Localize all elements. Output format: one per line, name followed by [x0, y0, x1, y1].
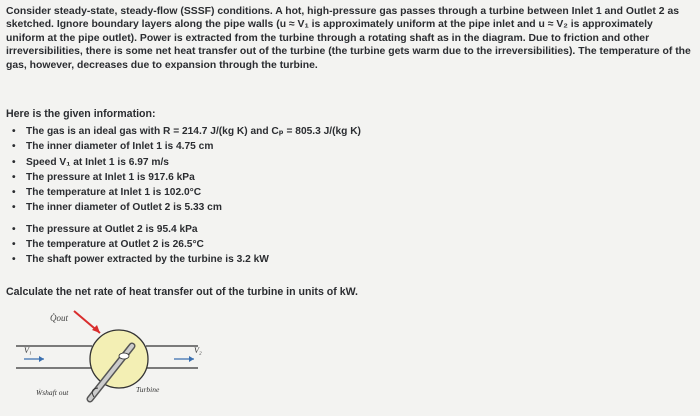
outlet-arrowhead-icon — [189, 356, 194, 362]
given-info-list — [12, 124, 361, 268]
bullet-icon: • — [12, 239, 16, 251]
outlet-velocity-label: V₂ — [194, 346, 202, 355]
inlet-arrowhead-icon — [39, 356, 44, 362]
list-item: • The temperature at Outlet 2 is 26.5°C — [12, 237, 361, 252]
heat-out-label: Q̇out — [50, 313, 68, 323]
bullet-icon: • — [12, 202, 16, 214]
list-item: • The pressure at Outlet 2 is 95.4 kPa — [12, 222, 361, 237]
bullet-icon: • — [12, 141, 16, 153]
question-text: Calculate the net rate of heat transfer out of the turbine in units of kW. — [6, 286, 358, 298]
given-info-heading: Here is the given information: — [6, 108, 156, 120]
bullet-icon: • — [12, 156, 16, 168]
list-item: • The inner diameter of Inlet 1 is 4.75 cm — [12, 139, 361, 154]
list-item: • The temperature at Inlet 1 is 102.0°C — [12, 185, 361, 200]
list-item: • The pressure at Inlet 1 is 917.6 kPa — [12, 170, 361, 185]
turbine-diagram — [14, 303, 214, 415]
inlet-velocity-label: V₁ — [24, 346, 32, 355]
bullet-icon: • — [12, 254, 16, 266]
bullet-icon: • — [12, 126, 16, 137]
bullet-icon: • — [12, 171, 16, 183]
list-item: • Speed V₁ at Inlet 1 is 6.97 m/s — [12, 155, 361, 170]
problem-statement: Consider steady-state, steady-flow (SSSF) conditions. A hot, high-pressure gas passes through a turbine between Inlet 1 and Outlet 2 as sketched. Ignore boundary layers along the pipe walls (u ≈ V₁ is approximately uniform at the pipe inlet and u ≈ V₂ is approximately uniform at the pipe outlet). Power is extracted from the turbine through a rotating shaft as in the diagram. Due to friction and other irreversibilities, there is some net heat transfer out of the turbine (the turbine gets warm due to the irreversibilities). The temperature of the gas, however, decreases due to expansion through the turbine. — [6, 6, 691, 71]
list-item: • The inner diameter of Outlet 2 is 5.33 cm — [12, 200, 361, 215]
list-item: • The shaft power extracted by the turbine is 3.2 kW — [12, 252, 361, 267]
list-item: • The gas is an ideal gas with R = 214.7 J/(kg K) and Cₚ = 805.3 J/(kg K) — [12, 124, 361, 139]
bullet-icon: • — [12, 187, 16, 199]
shaft-power-label: Ẇshaft out — [36, 388, 69, 397]
turbine-label: Turbine — [136, 385, 160, 394]
shaft-hub-icon — [119, 353, 129, 359]
bullet-icon: • — [12, 223, 16, 235]
